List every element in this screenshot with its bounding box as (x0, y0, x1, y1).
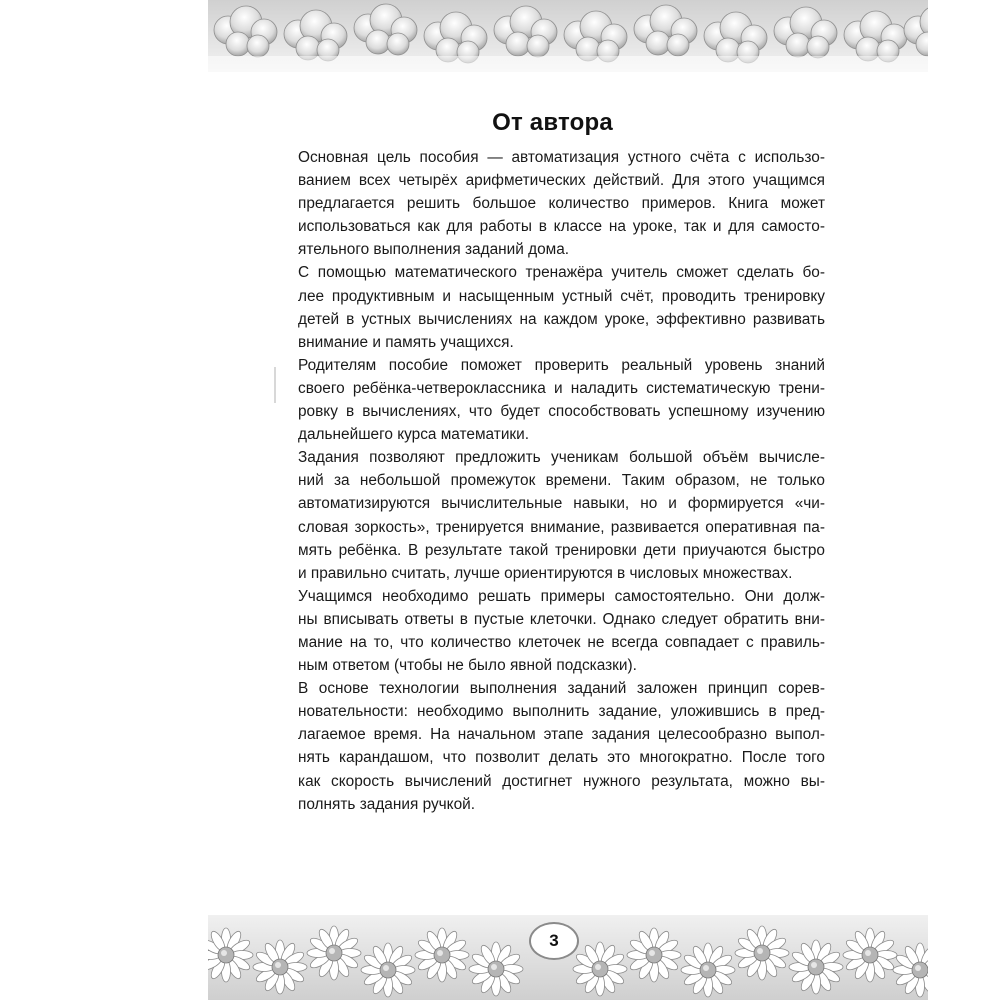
text-line: лее продуктивным и насыщенным устный счёт, проводить тренировку (298, 287, 825, 305)
text-line: Задания позволяют предложить ученикам большой объём вычисле- (298, 449, 825, 467)
paragraph (282, 261, 825, 353)
text-line: ровку в вычислениях, что будет способствовать успешному изучению (298, 403, 825, 421)
text-line: как скорость вычислений достигнет нужного результата, можно вы- (298, 772, 825, 790)
text-line: своего ребёнка-четвероклассника и наладить систематическую трени- (298, 379, 825, 397)
text-line: использоваться как для работы в классе на уроке, так и для самосто- (298, 218, 825, 236)
text-line: автоматизируются вычислительные навыки, но и формируется «чи- (298, 495, 825, 513)
text-line: Основная цель пособия — автоматизация устного счёта с использо- (298, 149, 825, 166)
text-line: С помощью математического тренажёра учитель сможет сделать бо- (298, 264, 825, 282)
text-line: ний за небольшой промежуток времени. Таким образом, не только (298, 472, 825, 490)
text-line: В основе технологии выполнения заданий заложен принцип сорев- (298, 680, 825, 698)
text-line: и правильно считать, лучше ориентируются в числовых множествах. (298, 564, 793, 582)
cloud-border-icon (208, 0, 928, 72)
text-line: предлагается решить большое количество примеров. Книга может (298, 195, 825, 213)
text-line: ным ответом (чтобы не было явной подсказки). (298, 657, 637, 675)
page-title: От автора (492, 109, 613, 136)
text-line: ны вписывать ответы в пустые клеточки. Однако следует обратить вни- (298, 610, 825, 628)
text-line: полнять задания ручкой. (298, 795, 476, 813)
text-line: новательности: необходимо выполнить задание, уложившись в пред- (298, 703, 825, 721)
paragraph (282, 354, 825, 446)
text-line: нять карандашом, что позволит делать это многократно. После того (298, 749, 825, 767)
margin-mark (274, 367, 276, 403)
text-line: ятельного выполнения заданий дома. (298, 241, 570, 259)
paragraph (282, 146, 825, 261)
text-line: мание на то, что количество клеточек не всегда совпадает с правиль- (298, 633, 825, 651)
paragraph (282, 677, 825, 816)
text-line: внимание и память учащихся. (298, 333, 514, 351)
text-line: мять ребёнка. В результате такой тренировки дети приучаются быстро (298, 541, 825, 559)
text-line: ванием всех четырёх арифметических действий. Для этого учащимся (298, 172, 825, 190)
page-number: 3 (529, 922, 579, 960)
body-text (282, 146, 825, 816)
text-line: дальнейшего курса математики. (298, 426, 530, 444)
text-line: Учащимся необходимо решать примеры самостоятельно. Они долж- (298, 587, 825, 605)
paragraph (282, 585, 825, 677)
paragraph (282, 446, 825, 585)
text-line: детей в устных вычислениях на каждом уроке, эффективно развивать (298, 310, 825, 328)
text-line: Родителям пособие поможет проверить реальный уровень знаний (298, 356, 825, 374)
text-line: лагаемое время. На начальном этапе задания целесообразно выпол- (298, 726, 825, 744)
text-line: словая зоркость», тренируется внимание, развивается оперативная па- (298, 518, 825, 536)
